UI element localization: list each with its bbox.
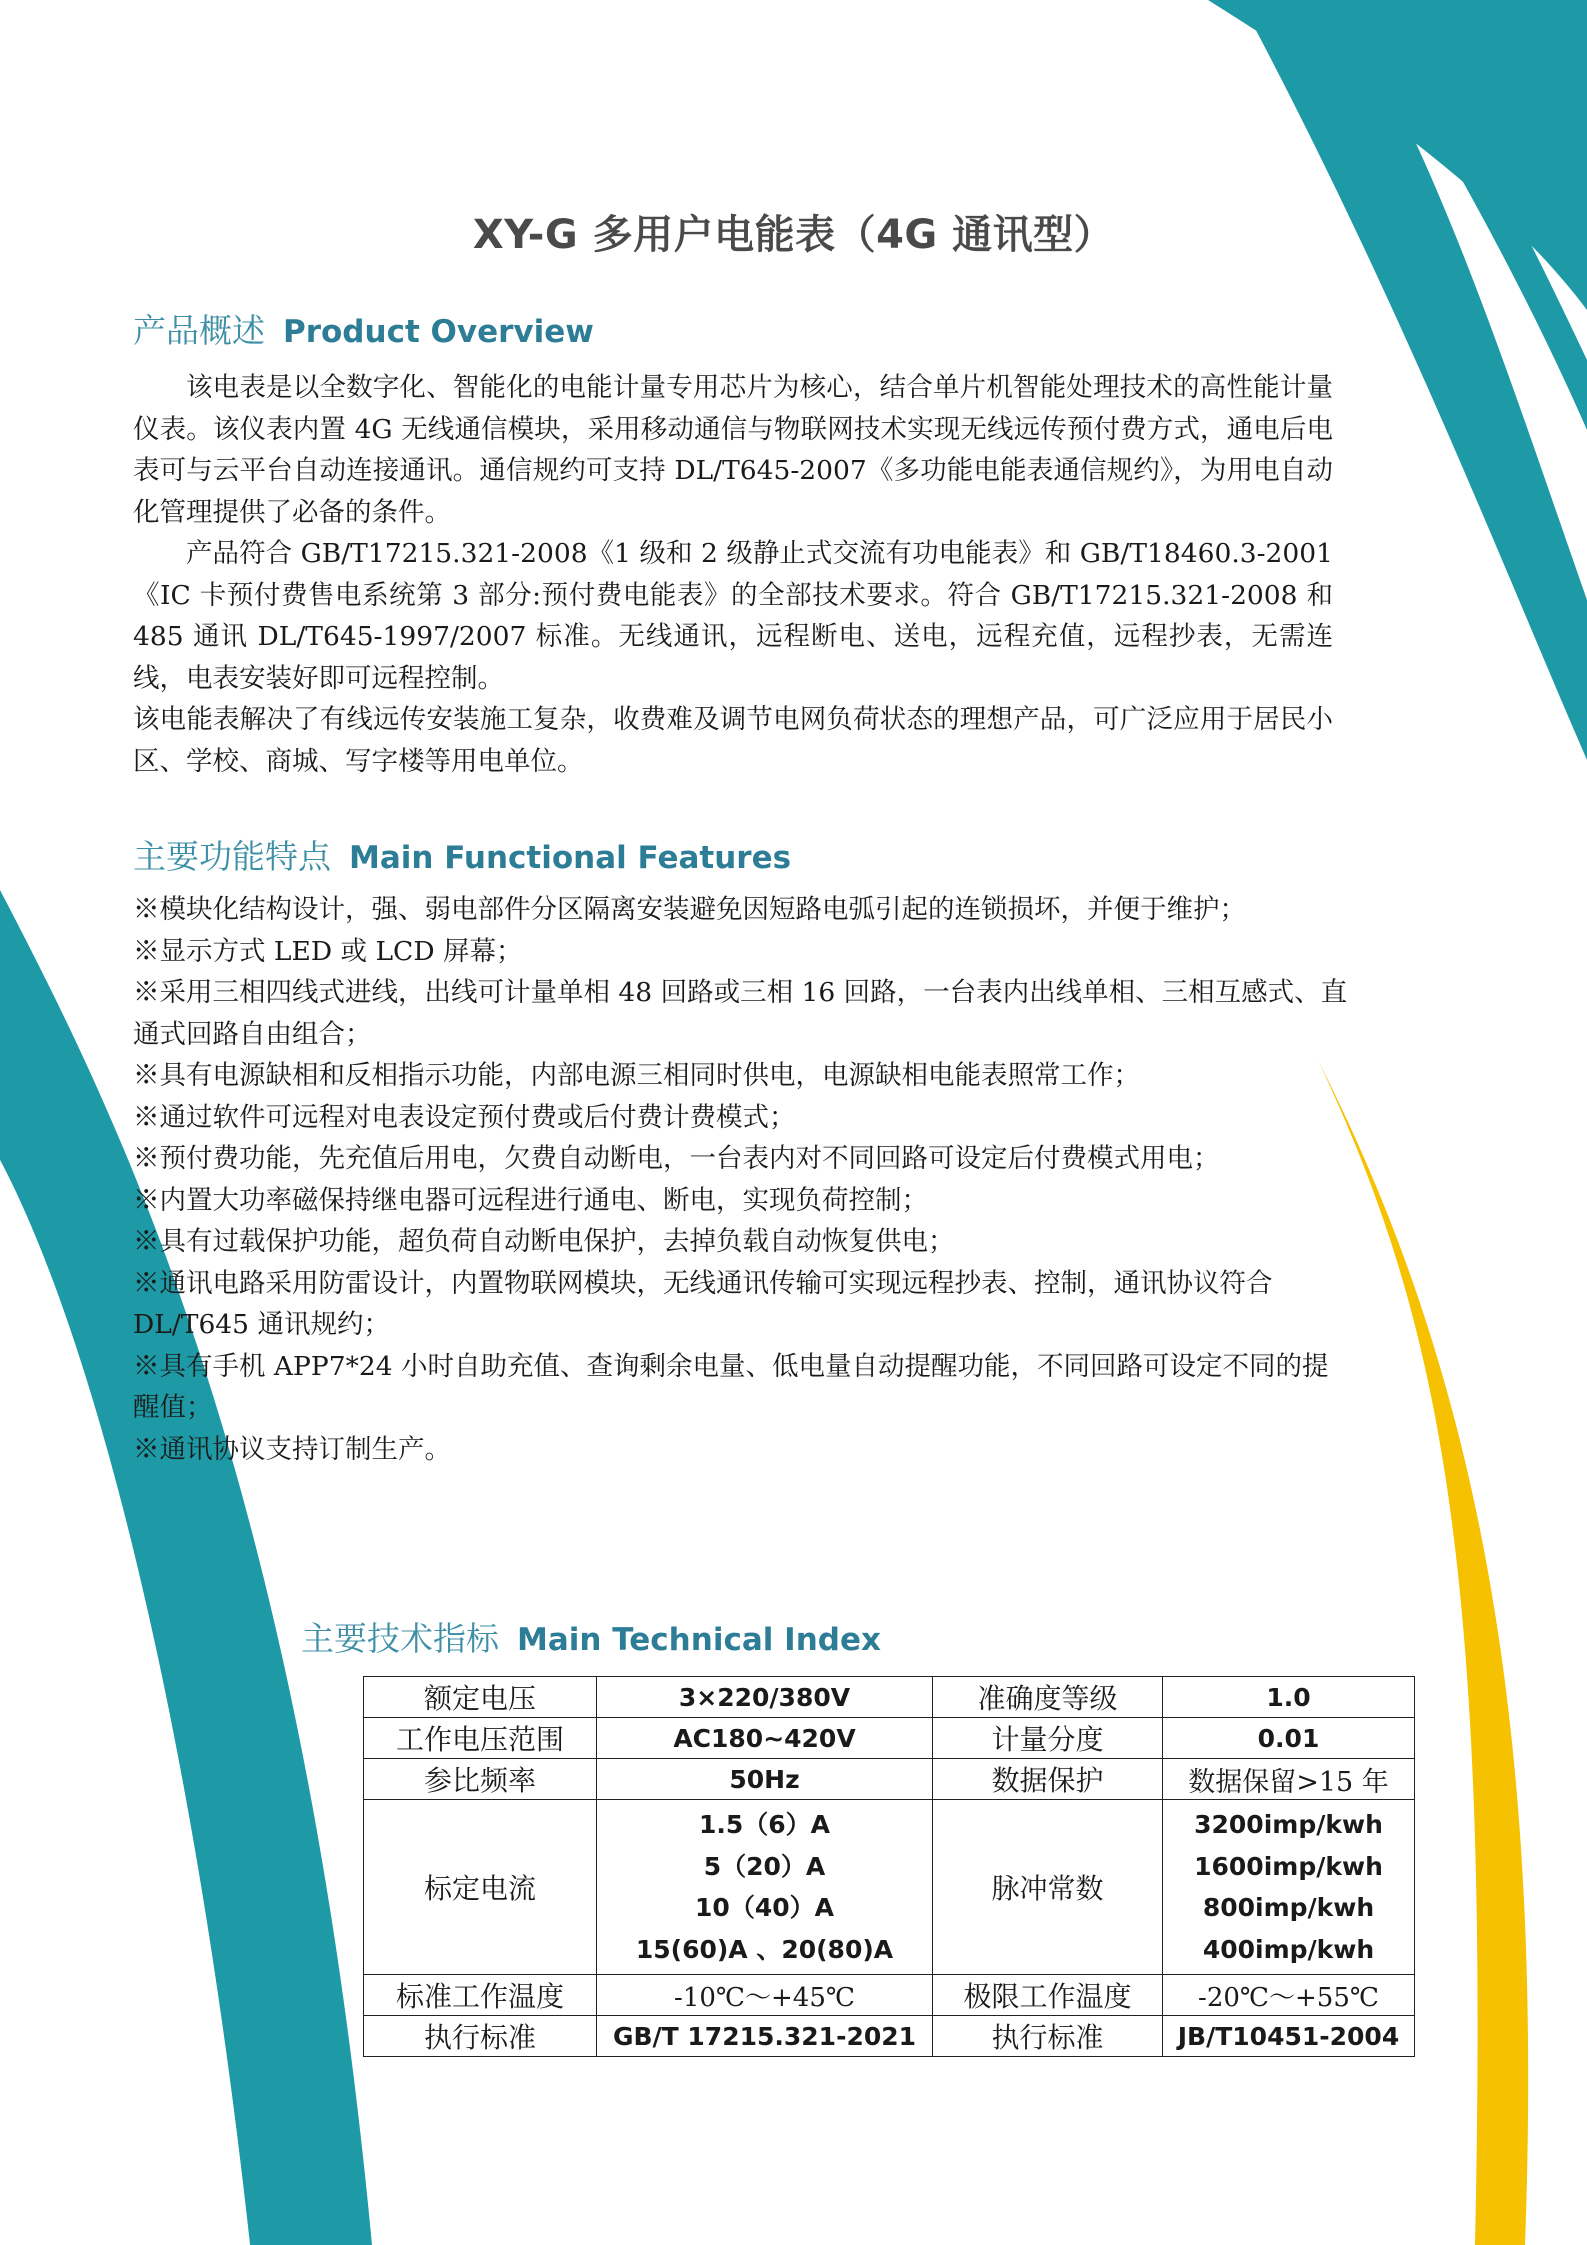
overview-heading-cn: 产品概述 — [133, 311, 265, 350]
spec-label: 执行标准 — [933, 2016, 1163, 2057]
table-row — [364, 1677, 1415, 1718]
spec-label: 数据保护 — [933, 1759, 1163, 1800]
spec-value: 数据保留>15 年 — [1163, 1759, 1415, 1800]
features-heading — [133, 831, 791, 878]
spec-label: 准确度等级 — [933, 1677, 1163, 1718]
tech-heading — [301, 1613, 881, 1660]
feature-item: ※采用三相四线式进线，出线可计量单相 48 回路或三相 16 回路，一台表内出线单相、三相互感式、直通式回路自由组合； — [133, 977, 1348, 1050]
spec-value: 1.0 — [1163, 1677, 1415, 1718]
spec-value-list — [597, 1800, 933, 1975]
spec-value-line: 1.5（6）A — [698, 1810, 831, 1839]
table-row — [364, 1975, 1415, 2016]
spec-value-line: 800imp/kwh — [1202, 1893, 1375, 1922]
feature-item: ※具有电源缺相和反相指示功能，内部电源三相同时供电，电源缺相电能表照常工作； — [133, 1060, 1140, 1091]
overview-paragraph: 该电表是以全数字化、智能化的电能计量专用芯片为核心，结合单片机智能处理技术的高性能计量仪表。该仪表内置 4G 无线通信模块，采用移动通信与物联网技术实现无线远传预付费方式，通电后电表可与云平台自动连接通讯。通信规约可支持 DL/T645-2007《多功能电能表通信规约》，为用电自动化管理提供了必备的条件。 — [133, 372, 1333, 528]
spec-label: 工作电压范围 — [364, 1718, 597, 1759]
table-row — [364, 1800, 1415, 1975]
spec-label: 标准工作温度 — [364, 1975, 597, 2016]
spec-value-line: 3200imp/kwh — [1194, 1810, 1383, 1839]
feature-item: ※具有手机 APP7*24 小时自助充值、查询剩余电量、低电量自动提醒功能，不同回路可设定不同的提醒值； — [133, 1350, 1329, 1423]
overview-text — [133, 367, 1333, 782]
spec-label: 额定电压 — [364, 1677, 597, 1718]
document-title: XY-G 多用户电能表（4G 通讯型） — [472, 212, 1115, 258]
tech-heading-cn: 主要技术指标 — [301, 1619, 499, 1658]
spec-value: 50Hz — [597, 1759, 933, 1800]
spec-label: 参比频率 — [364, 1759, 597, 1800]
spec-label: 执行标准 — [364, 2016, 597, 2057]
table-row — [364, 2016, 1415, 2057]
features-list — [133, 889, 1348, 1470]
feature-item: ※模块化结构设计，强、弱电部件分区隔离安装避免因短路电弧引起的连锁损坏，并便于维护； — [133, 894, 1246, 925]
tech-heading-en: Main Technical Index — [517, 1622, 881, 1658]
spec-value: -20℃～+55℃ — [1163, 1975, 1415, 2016]
features-heading-cn: 主要功能特点 — [133, 837, 331, 876]
spec-value-line: 10（40）A — [695, 1893, 834, 1922]
feature-item: ※显示方式 LED 或 LCD 屏幕； — [133, 935, 523, 967]
spec-value: JB/T10451-2004 — [1163, 2016, 1415, 2057]
overview-heading — [133, 305, 594, 352]
table-row — [364, 1759, 1415, 1800]
feature-item: ※通过软件可远程对电表设定预付费或后付费计费模式； — [133, 1101, 796, 1133]
spec-value: GB/T 17215.321-2021 — [597, 2016, 933, 2057]
spec-value-list — [1163, 1800, 1415, 1975]
spec-value-line: 1600imp/kwh — [1194, 1851, 1383, 1881]
overview-paragraph: 该电能表解决了有线远传安装施工复杂，收费难及调节电网负荷状态的理想产品，可广泛应用于居民小区、学校、商城、写字楼等用电单位。 — [133, 704, 1333, 777]
feature-item: ※内置大功率磁保持继电器可远程进行通电、断电，实现负荷控制； — [133, 1184, 928, 1216]
spec-label: 极限工作温度 — [933, 1975, 1163, 2016]
spec-label: 脉冲常数 — [933, 1800, 1163, 1975]
overview-heading-en: Product Overview — [283, 314, 594, 350]
table-row — [364, 1718, 1415, 1759]
spec-value: AC180~420V — [597, 1718, 933, 1759]
spec-label: 计量分度 — [933, 1718, 1163, 1759]
spec-value: 3×220/380V — [597, 1677, 933, 1718]
spec-value: 0.01 — [1163, 1718, 1415, 1759]
feature-item: ※通讯协议支持订制生产。 — [133, 1433, 451, 1465]
spec-value-line: 5（20）A — [703, 1851, 826, 1881]
spec-value-line: 400imp/kwh — [1202, 1934, 1375, 1964]
spec-table — [363, 1676, 1415, 2057]
spec-value: -10℃～+45℃ — [597, 1975, 933, 2016]
feature-item: ※具有过载保护功能，超负荷自动断电保护，去掉负载自动恢复供电； — [133, 1226, 955, 1257]
spec-label: 标定电流 — [364, 1800, 597, 1975]
features-heading-en: Main Functional Features — [349, 840, 792, 876]
overview-paragraph: 产品符合 GB/T17215.321-2008《1 级和 2 级静止式交流有功电能表》和 GB/T18460.3-2001《IC 卡预付费售电系统第 3 部分:预付费电能表》的全部技术要求。符合 GB/T17215.321-2008 和 485 通讯 DL/T645-1997/2007 标准。无线通讯，远程断电、送电，远程充值，远程抄表，无需连线，电表安装好即可远程控制。 — [133, 538, 1333, 694]
spec-value-line: 15(60)A 、20(80)A — [635, 1934, 894, 1964]
feature-item: ※通讯电路采用防雷设计，内置物联网模块，无线通讯传输可实现远程抄表、控制，通讯协议符合 DL/T645 通讯规约； — [133, 1267, 1273, 1340]
feature-item: ※预付费功能，先充值后用电，欠费自动断电，一台表内对不同回路可设定后付费模式用电； — [133, 1143, 1220, 1174]
